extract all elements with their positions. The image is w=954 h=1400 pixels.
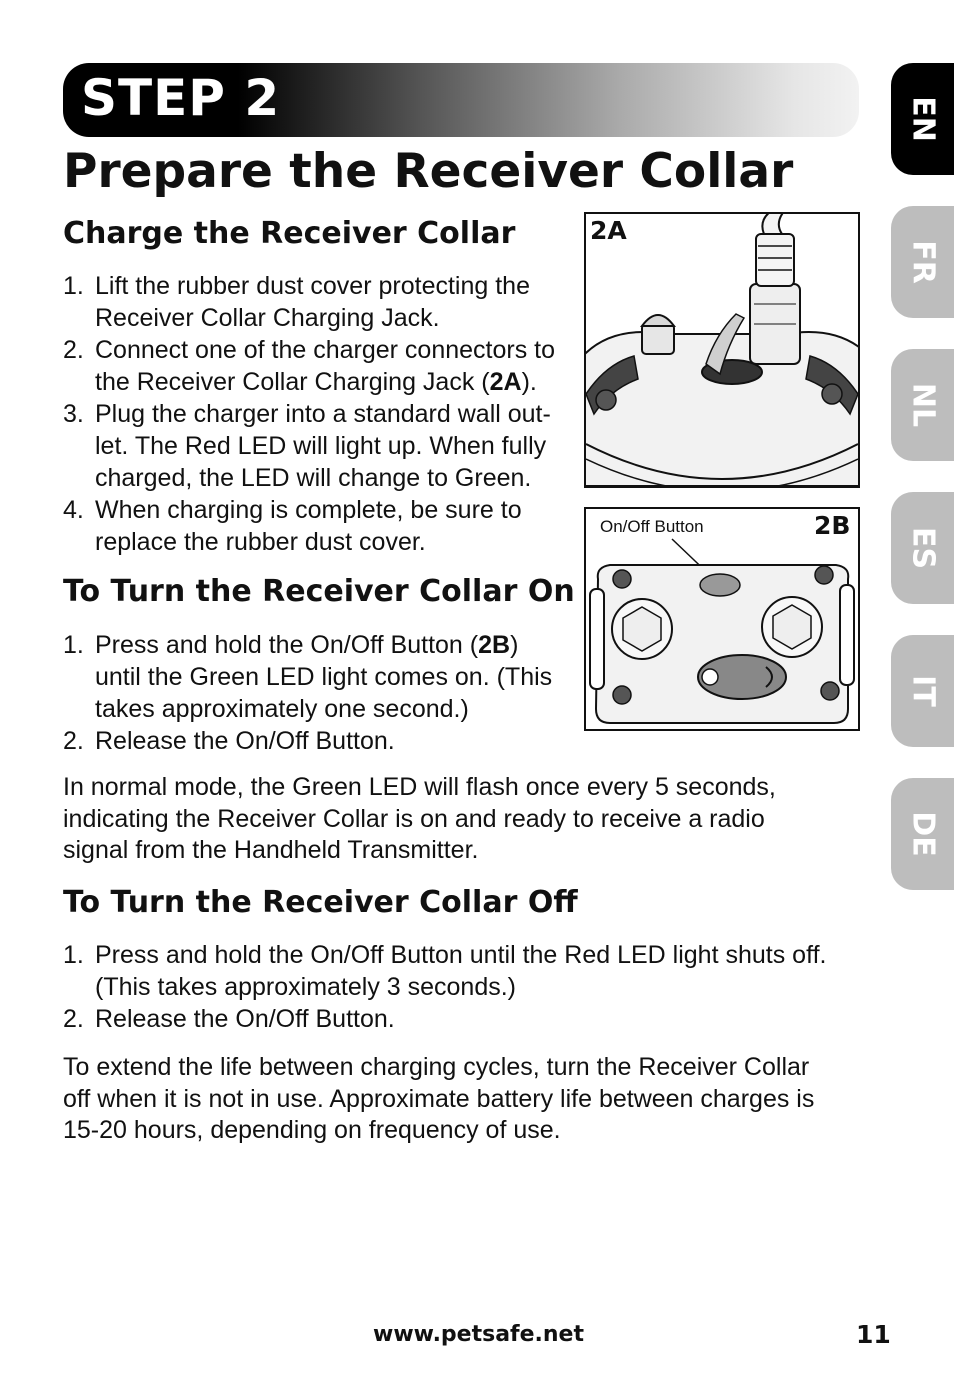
turn-off-steps-list — [63, 939, 826, 1035]
list-item: 1. Press and hold the On/Off Button until the Red LED light shuts off. (This takes approximately 3 seconds.) — [63, 941, 827, 1001]
list-item: 2. Connect one of the charger connectors to the Receiver Collar Charging Jack (2A). — [63, 336, 556, 396]
charge-heading: Charge the Receiver Collar — [63, 216, 516, 251]
tab-label: EN — [905, 96, 940, 142]
step-banner — [63, 63, 859, 137]
tab-label: ES — [905, 526, 940, 570]
list-item: 2. Release the On/Off Button. — [63, 727, 395, 755]
tab-fr[interactable] — [891, 206, 954, 318]
tab-label: DE — [905, 811, 940, 857]
tab-label: NL — [905, 382, 940, 428]
list-item: 3. Plug the charger into a standard wall out- let. The Red LED will light up. When fully charged, the LED will change to Green. — [63, 400, 551, 492]
page-number: 11 — [856, 1320, 891, 1349]
turn-off-heading: To Turn the Receiver Collar Off — [63, 885, 578, 920]
page-title: Prepare the Receiver Collar — [63, 144, 794, 199]
figure-2b — [584, 507, 860, 731]
tab-label: IT — [905, 675, 940, 707]
figure-2a — [584, 212, 860, 488]
tab-es[interactable] — [891, 492, 954, 604]
turn-on-steps-list — [63, 629, 552, 757]
figure-2a-label: 2A — [590, 216, 627, 245]
charging-jack-illustration — [586, 214, 858, 486]
list-item: 4. When charging is complete, be sure to replace the rubber dust cover. — [63, 496, 522, 556]
footer-url[interactable]: www.petsafe.net — [373, 1322, 584, 1347]
tab-label: FR — [905, 240, 940, 284]
figure-ref-2a: 2A — [489, 368, 522, 396]
tab-nl[interactable] — [891, 349, 954, 461]
figure-2b-label: 2B — [814, 511, 851, 540]
step-label: STEP 2 — [81, 69, 281, 127]
tab-de[interactable] — [891, 778, 954, 890]
charge-steps-list — [63, 270, 555, 558]
list-item: 1. Press and hold the On/Off Button (2B) until the Green LED light comes on. (This takes approximately one second.) — [63, 631, 553, 723]
list-item: 1. Lift the rubber dust cover protecting the Receiver Collar Charging Jack. — [63, 272, 530, 332]
on-off-button-illustration — [586, 509, 858, 729]
on-off-button-caption: On/Off Button — [600, 517, 704, 536]
normal-mode-note: In normal mode, the Green LED will flash once every 5 seconds, indicating the Receiver Collar is on and ready to receive a radio signal from the Handheld Transmitter. — [63, 773, 776, 864]
turn-on-heading: To Turn the Receiver Collar On — [63, 574, 575, 609]
figure-ref-2b: 2B — [478, 631, 511, 659]
tab-it[interactable] — [891, 635, 954, 747]
list-item: 2. Release the On/Off Button. — [63, 1005, 395, 1033]
tab-en[interactable] — [891, 63, 954, 175]
battery-life-note: To extend the life between charging cycles, turn the Receiver Collar off when it is not in use. Approximate battery life between charges is 15-20 hours, depending on frequency of use. — [63, 1053, 815, 1144]
